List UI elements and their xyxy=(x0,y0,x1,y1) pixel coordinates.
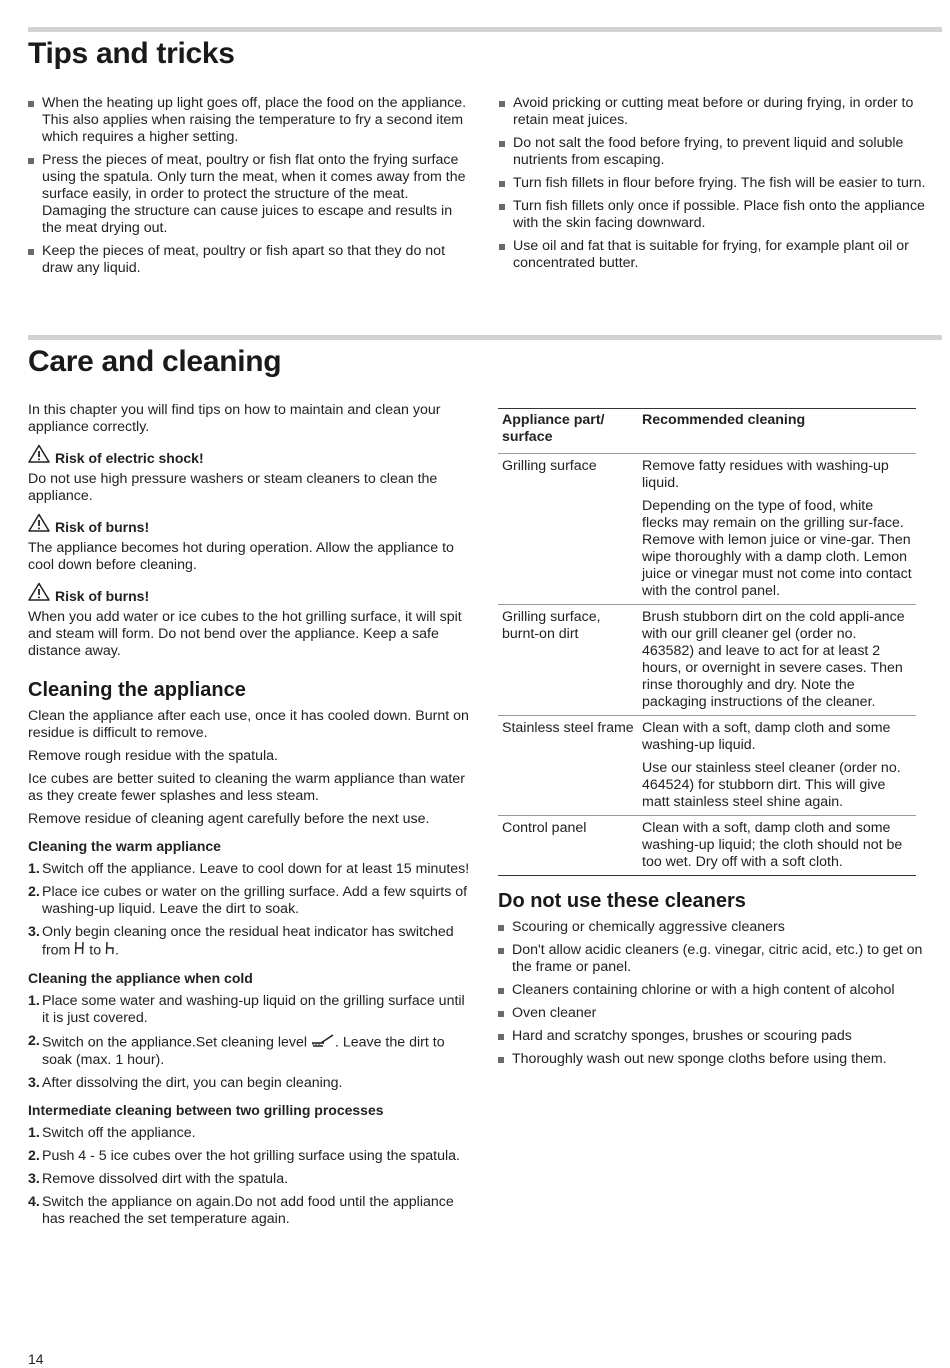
cold-steps xyxy=(28,993,473,1092)
step-number: 3. xyxy=(28,1171,40,1187)
step-number: 3. xyxy=(28,924,40,940)
care-top-rule xyxy=(28,335,942,340)
list-item: Keep the pieces of meat, poultry or fish apart so that they do not draw any liquid. xyxy=(28,243,468,277)
list-item: Avoid pricking or cutting meat before or during frying, in order to retain meat juices. xyxy=(499,95,941,129)
list-item xyxy=(28,993,473,1027)
cleaning-paragraph: Remove residue of cleaning agent carefully before the next use. xyxy=(28,811,430,827)
list-item: Turn fish fillets only once if possible. Place fish onto the appliance with the skin facing downward. xyxy=(499,198,941,232)
table-header-row xyxy=(498,409,916,454)
warm-steps xyxy=(28,861,473,960)
cleaning-text: Use our stainless steel cleaner (order no. 464524) for stubborn dirt. This will give matt stainless steel shine again. xyxy=(642,760,901,810)
list-item xyxy=(28,924,473,960)
list-item: Turn fish fillets in flour before frying. The fish will be easier to turn. xyxy=(499,175,941,192)
list-item xyxy=(28,1075,473,1092)
list-item: When the heating up light goes off, place the food on the appliance. This also applies when raising the temperature to fry a second item which requires a higher setting. xyxy=(28,95,468,146)
table-cell-cleaning xyxy=(638,716,916,816)
cleaning-paragraph: Remove rough residue with the spatula. xyxy=(28,748,278,764)
cleaning-level-icon xyxy=(311,1033,335,1052)
warning-heading xyxy=(28,444,473,467)
warning-text: When you add water or ice cubes to the hot grilling surface, it will spit and steam will form. Do not bend over the appliance. Keep a safe distance away. xyxy=(28,609,462,659)
warning-heading xyxy=(28,582,473,605)
table-header-part: Appliance part/ surface xyxy=(498,409,638,454)
cleaning-paragraph: Ice cubes are better suited to cleaning the warm appliance than water as they create fewer splashes and less steam. xyxy=(28,771,465,804)
cleaning-text: Clean with a soft, damp cloth and some washing-up liquid. xyxy=(642,720,891,753)
step-number: 4. xyxy=(28,1194,40,1210)
cleaning-text: Brush stubborn dirt on the cold appli-ance with our grill cleaner gel (order no. 463582) and leave to act for at least 2 hours, or overnight in severe cases. Then rinse thoroughly and dry. Note the packaging instructions of the cleaner. xyxy=(642,609,905,710)
list-item: Scouring or chemically aggressive cleaners xyxy=(498,919,942,936)
list-item xyxy=(28,1125,473,1142)
step-number: 2. xyxy=(28,884,40,900)
table-cell-part: Stainless steel frame xyxy=(498,716,638,816)
residual-heat-h-icon xyxy=(105,941,115,960)
warning-triangle-icon xyxy=(28,444,55,467)
list-item xyxy=(28,1171,473,1188)
warning-triangle-icon xyxy=(28,513,55,536)
warning-label: Risk of burns! xyxy=(55,588,150,604)
table-cell-part: Grilling surface xyxy=(498,454,638,605)
intermediate-steps xyxy=(28,1125,473,1228)
donot-title: Do not use these cleaners xyxy=(498,890,746,912)
step-number: 3. xyxy=(28,1075,40,1091)
warning-text: Do not use high pressure washers or steam cleaners to clean the appliance. xyxy=(28,471,438,504)
warning-heading xyxy=(28,513,473,536)
table-row xyxy=(498,605,916,716)
step-number: 1. xyxy=(28,1125,40,1141)
list-item: Do not salt the food before frying, to prevent liquid and soluble nutrients from escaping. xyxy=(499,135,941,169)
warning-triangle-icon xyxy=(28,582,55,605)
list-item xyxy=(28,884,473,918)
tips-left-column xyxy=(28,95,468,283)
residual-heat-H-icon xyxy=(74,941,85,960)
tips-left-list xyxy=(28,95,468,277)
table-row xyxy=(498,454,916,605)
table-cell-cleaning xyxy=(638,816,916,876)
cleaning-paragraphs xyxy=(28,708,473,828)
step-text: Push 4 - 5 ice cubes over the hot grilling surface using the spatula. xyxy=(42,1148,460,1164)
step-number: 2. xyxy=(28,1033,40,1049)
step-text: . Leave the dirt to soak (max. 1 hour). xyxy=(42,1034,445,1068)
warning-label: Risk of electric shock! xyxy=(55,450,204,466)
table-cell-cleaning xyxy=(638,605,916,716)
warnings xyxy=(28,444,473,660)
page-number: 14 xyxy=(28,1351,44,1367)
care-intro: In this chapter you will find tips on how to maintain and clean your appliance correctly. xyxy=(28,402,441,435)
intermediate-title: Intermediate cleaning between two grilling processes xyxy=(28,1102,384,1118)
care-right-column xyxy=(498,408,942,1074)
cleaning-paragraph: Clean the appliance after each use, once it has cooled down. Burnt on residue is difficult to remove. xyxy=(28,708,469,741)
step-text: Switch off the appliance. xyxy=(42,1125,196,1141)
list-item: Hard and scratchy sponges, brushes or scouring pads xyxy=(498,1028,942,1045)
list-item: Don't allow acidic cleaners (e.g. vinegar, citric acid, etc.) to get on the frame or panel. xyxy=(498,942,942,976)
list-item xyxy=(28,1033,473,1069)
list-item: Press the pieces of meat, poultry or fish flat onto the frying surface using the spatula. Only turn the meat, when it comes away from the surface easily, in order to protect the structure of the meat. Damaging the structure can cause juices to escape and results in the meat drying out. xyxy=(28,152,468,237)
cleaning-title: Cleaning the appliance xyxy=(28,679,246,701)
tips-top-rule xyxy=(28,27,942,32)
step-text: to xyxy=(85,942,106,959)
cleaning-table xyxy=(498,408,916,876)
list-item: Oven cleaner xyxy=(498,1005,942,1022)
step-text: Place ice cubes or water on the grilling surface. Add a few squirts of washing-up liquid. Leave the dirt to soak. xyxy=(42,884,468,917)
step-number: 1. xyxy=(28,993,40,1009)
list-item xyxy=(28,861,473,878)
step-number: 2. xyxy=(28,1148,40,1164)
step-text: Switch on the appliance.Set cleaning level xyxy=(42,1034,311,1051)
table-cell-part: Control panel xyxy=(498,816,638,876)
list-item: Thoroughly wash out new sponge cloths before using them. xyxy=(498,1051,942,1068)
warning-text: The appliance becomes hot during operation. Allow the appliance to cool down before cleaning. xyxy=(28,540,454,573)
care-title: Care and cleaning xyxy=(28,345,282,378)
step-number: 1. xyxy=(28,861,40,877)
step-text: Switch off the appliance. Leave to cool down for at least 15 minutes! xyxy=(42,861,470,877)
step-text: . xyxy=(115,942,119,959)
cleaning-text: Clean with a soft, damp cloth and some washing-up liquid; the cloth should not be too wet. Dry off with a soft cloth. xyxy=(642,820,903,870)
tips-right-column xyxy=(499,95,941,278)
list-item: Cleaners containing chlorine or with a high content of alcohol xyxy=(498,982,942,999)
care-left-column xyxy=(28,402,473,1234)
step-text: Only begin cleaning once the residual heat indicator has switched from xyxy=(42,924,454,959)
list-item xyxy=(28,1148,473,1165)
cleaning-text: Remove fatty residues with washing-up liquid. xyxy=(642,458,889,491)
list-item: Use oil and fat that is suitable for frying, for example plant oil or concentrated butter. xyxy=(499,238,941,272)
table-cell-cleaning xyxy=(638,454,916,605)
step-text: Place some water and washing-up liquid on the grilling surface until it is just covered. xyxy=(42,993,465,1026)
cold-title: Cleaning the appliance when cold xyxy=(28,970,253,986)
donot-list xyxy=(498,919,942,1068)
tips-title: Tips and tricks xyxy=(28,37,235,70)
table-row xyxy=(498,816,916,876)
table-header-cleaning: Recommended cleaning xyxy=(638,409,916,454)
step-text: After dissolving the dirt, you can begin cleaning. xyxy=(42,1075,343,1091)
table-row xyxy=(498,716,916,816)
step-text: Remove dissolved dirt with the spatula. xyxy=(42,1171,289,1187)
warning-label: Risk of burns! xyxy=(55,519,150,535)
table-cell-part: Grilling surface, burnt-on dirt xyxy=(498,605,638,716)
step-text: Switch the appliance on again.Do not add food until the appliance has reached the set temperature again. xyxy=(42,1194,454,1227)
cleaning-text: Depending on the type of food, white flecks may remain on the grilling sur-face. Remove with lemon juice or vine-gar. Then wipe thoroughly with a damp cloth. Lemon juice or vinegar must not come into contact with the control panel. xyxy=(642,498,912,599)
warm-title: Cleaning the warm appliance xyxy=(28,838,221,854)
list-item xyxy=(28,1194,473,1228)
tips-right-list xyxy=(499,95,941,272)
